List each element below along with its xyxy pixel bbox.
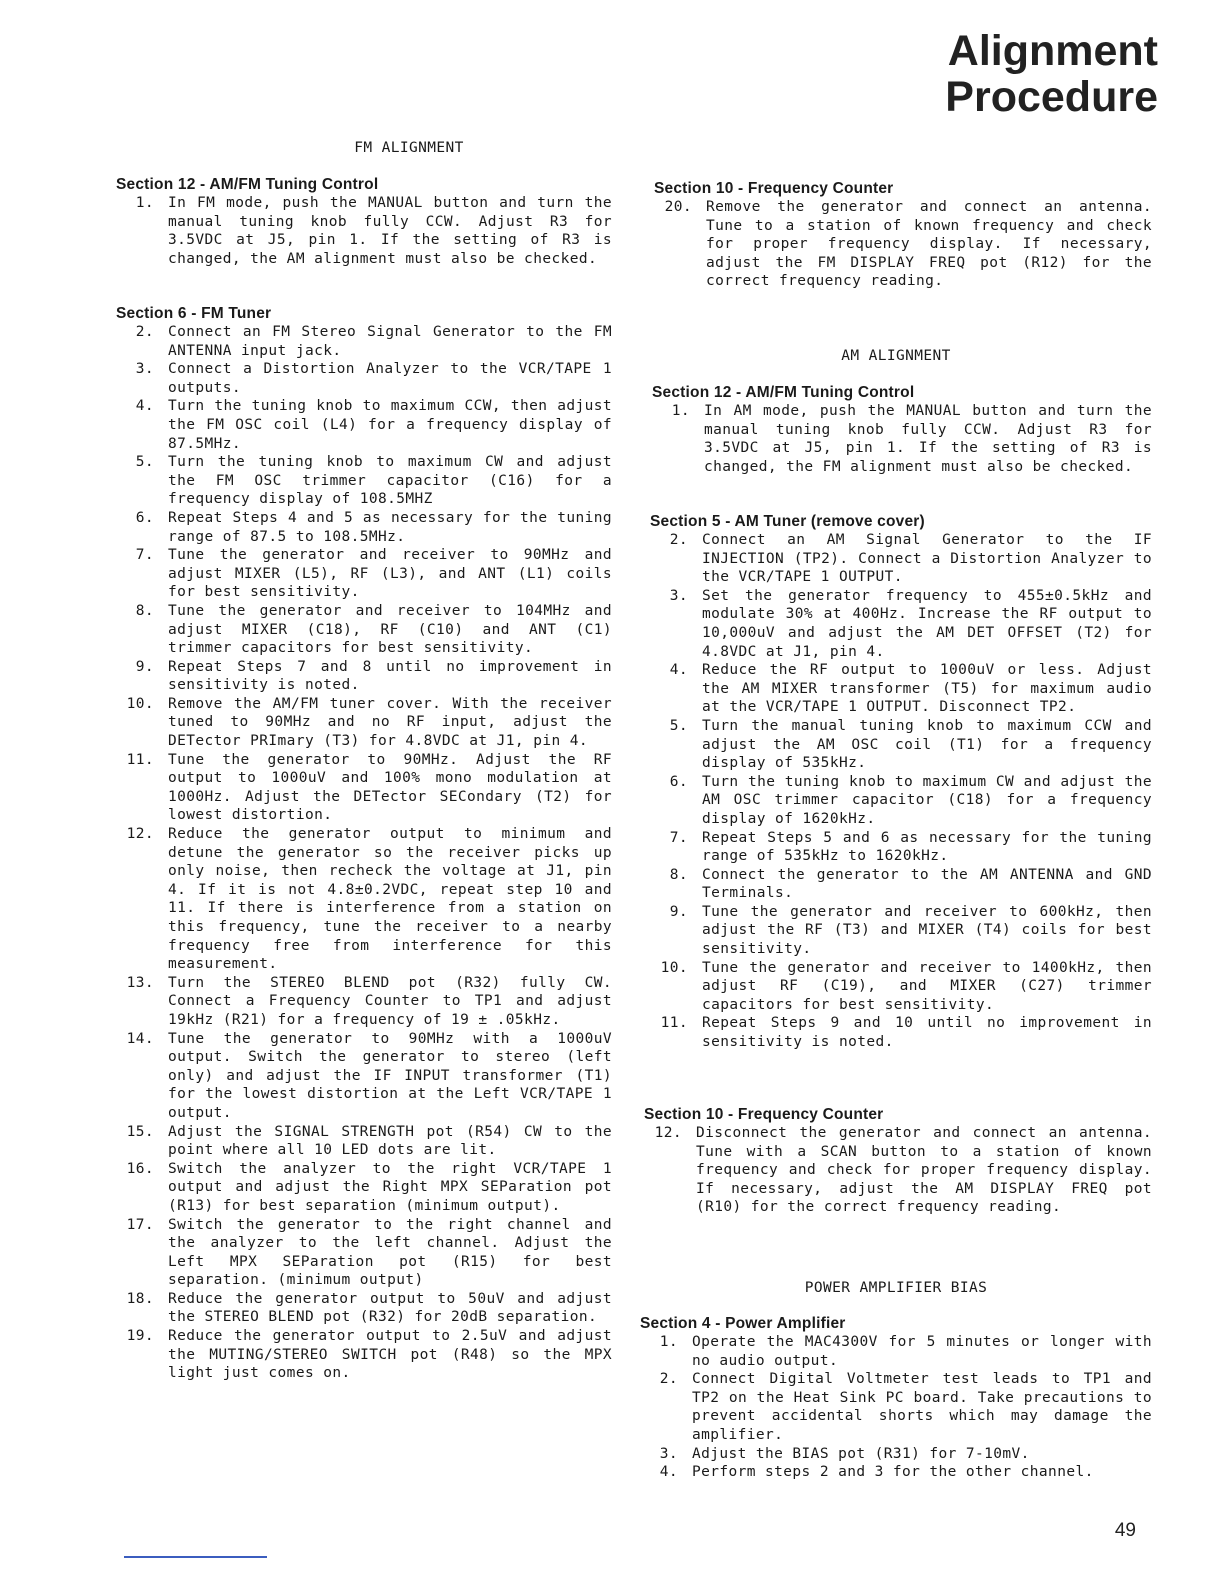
step-number: 12.	[654, 1125, 682, 1141]
fm-alignment-heading: FM ALIGNMENT	[354, 140, 464, 156]
step-list	[116, 194, 612, 268]
step-text: Turn the STEREO BLEND pot (R32) fully CW. Connect a Frequency Counter to TP1 and adjust 19kHz (R21) for a frequency of 19 ± .05kHz.	[168, 974, 612, 1028]
section-6-fm-tuner	[116, 305, 612, 1383]
section-title: Section 5 - AM Tuner (remove cover)	[650, 513, 925, 530]
step-item	[116, 546, 612, 602]
step-number: 16.	[126, 1160, 154, 1177]
step-item	[116, 751, 612, 825]
step-text: Perform steps 2 and 3 for the other channel.	[692, 1464, 1094, 1481]
step-number: 4.	[135, 398, 154, 415]
step-text: Tune the generator and receiver to 1400kHz, then adjust RF (C19), and MIXER (C27) trimmer capacitors for best sensitivity.	[702, 959, 1152, 1013]
step-number: 8.	[135, 602, 154, 619]
step-text: Reduce the generator output to 2.5uV and adjust the MUTING/STEREO SWITCH pot (R48) so the MPX light just comes on.	[168, 1328, 612, 1382]
step-item	[644, 1124, 1152, 1217]
step-item	[650, 773, 1152, 829]
power-amp-bias-heading: POWER AMPLIFIER BIAS	[804, 1280, 988, 1296]
step-item	[116, 1030, 612, 1123]
section-12-fm	[116, 176, 612, 268]
step-text: Reduce the generator output to minimum and detune the generator so the receiver picks up only noise, then recheck the voltage at J1, pin 4. If it is not 4.8±0.2VDC, repeat step 10 and 11. If there is interference from a station on this frequency, tune the receiver to a nearby frequency free from interference for this measurement.	[168, 826, 612, 973]
step-text: Tune the generator to 90MHz. Adjust the RF output to 1000uV and 100% mono modulation at 1000Hz. Adjust the DETector SECondary (T2) for lowest distortion.	[168, 751, 612, 824]
step-text: Connect the generator to the AM ANTENNA and GND Terminals.	[702, 866, 1152, 902]
step-item	[640, 1463, 1152, 1482]
step-text: Remove the AM/FM tuner cover. With the receiver tuned to 90MHz and no RF input, adjust the DETector PRImary (T3) for 4.8VDC at J1, pin 4.	[168, 695, 612, 750]
step-text: Operate the MAC4300V for 5 minutes or longer with no audio output.	[692, 1334, 1152, 1369]
step-number: 18.	[126, 1290, 154, 1307]
step-number: 10.	[660, 959, 688, 976]
step-list	[654, 198, 1152, 291]
step-list	[650, 531, 1152, 1052]
step-list	[116, 323, 612, 1383]
step-text: Connect an AM Signal Generator to the IF INJECTION (TP2). Connect a Distortion Analyzer to the VCR/TAPE 1 OUTPUT.	[702, 532, 1152, 586]
step-item	[116, 360, 612, 397]
step-item	[650, 661, 1152, 717]
step-item	[650, 587, 1152, 661]
section-10-am-counter	[644, 1106, 1152, 1217]
step-text: Tune the generator and receiver to 600kHz, then adjust the RF (T3) and MIXER (T4) coils for best sensitivity.	[702, 903, 1152, 958]
section-title: Section 6 - FM Tuner	[116, 305, 272, 322]
step-text: In AM mode, push the MANUAL button and turn the manual tuning knob fully CCW. Adjust R3 for 3.5VDC at J5, pin 1. If the setting of R3 is changed, the FM alignment must also be checked.	[704, 403, 1152, 475]
step-number: 6.	[135, 509, 154, 526]
step-text: Tune the generator and receiver to 104MHz and adjust MIXER (C18), RF (C10) and ANT (C1) trimmer capacitors for best sensitivity.	[168, 602, 612, 657]
step-number: 5.	[135, 454, 154, 471]
step-text: Adjust the BIAS pot (R31) for 7-10mV.	[692, 1445, 1030, 1462]
step-text: Turn the tuning knob to maximum CW and adjust the FM OSC trimmer capacitor (C16) for a frequency display of 108.5MHZ	[168, 454, 612, 508]
step-text: Switch the analyzer to the right VCR/TAPE 1 output and adjust the Right MPX SEParation pot (R13) for best separation (minimum output).	[168, 1160, 612, 1214]
section-4-power-amp	[640, 1315, 1152, 1482]
step-number: 13.	[126, 974, 154, 991]
step-number: 4.	[659, 1464, 678, 1481]
step-text: Turn the tuning knob to maximum CW and adjust the AM OSC trimmer capacitor (C18) for a frequency display of 1620kHz.	[702, 773, 1152, 827]
section-5-am-tuner	[650, 513, 1152, 1052]
step-number: 1.	[671, 403, 690, 419]
step-text: Repeat Steps 4 and 5 as necessary for the tuning range of 87.5 to 108.5MHz.	[168, 509, 612, 545]
step-item	[116, 695, 612, 751]
step-item	[116, 397, 612, 453]
section-12-am	[652, 384, 1152, 476]
step-number: 10.	[126, 695, 154, 712]
step-item	[116, 1160, 612, 1216]
step-item	[116, 602, 612, 658]
step-item	[116, 453, 612, 509]
step-text: Repeat Steps 9 and 10 until no improvement in sensitivity is noted.	[702, 1015, 1152, 1051]
step-item	[116, 1290, 612, 1327]
step-text: Connect an FM Stereo Signal Generator to the FM ANTENNA input jack.	[168, 324, 612, 359]
step-text: Tune the generator and receiver to 90MHz and adjust MIXER (L5), RF (L3), and ANT (L1) coils for best sensitivity.	[168, 547, 612, 601]
step-item	[650, 866, 1152, 903]
step-item	[116, 194, 612, 268]
step-item	[116, 323, 612, 360]
step-item	[116, 1216, 612, 1290]
step-item	[116, 974, 612, 1030]
section-title: Section 4 - Power Amplifier	[640, 1315, 846, 1332]
step-number: 14.	[126, 1030, 154, 1047]
page-number: 49	[1114, 1520, 1136, 1541]
step-item	[650, 829, 1152, 866]
step-list	[640, 1333, 1152, 1482]
step-number: 12.	[126, 826, 154, 843]
step-text: Turn the tuning knob to maximum CCW, then adjust the FM OSC coil (L4) for a frequency display of 87.5MHz.	[168, 398, 612, 452]
step-item	[640, 1370, 1152, 1444]
step-item	[650, 1014, 1152, 1051]
step-text: Connect Digital Voltmeter test leads to TP1 and TP2 on the Heat Sink PC board. Take precautions to prevent accidental shorts which may damage the amplifier.	[692, 1371, 1152, 1443]
step-number: 17.	[126, 1216, 154, 1233]
page-title-line1: Alignment	[947, 27, 1158, 75]
step-item	[640, 1333, 1152, 1370]
step-text: Disconnect the generator and connect an antenna. Tune with a SCAN button to a station of known frequency and check for proper frequency display. If necessary, adjust the AM DISPLAY FREQ pot (R10) for the correct frequency reading.	[696, 1125, 1152, 1216]
step-item	[650, 959, 1152, 1015]
step-list	[644, 1124, 1152, 1217]
step-item	[652, 402, 1152, 476]
step-number: 5.	[669, 717, 688, 734]
step-number: 6.	[669, 773, 688, 790]
step-item	[650, 717, 1152, 773]
step-list	[652, 402, 1152, 476]
step-number: 1.	[135, 195, 154, 211]
section-title: Section 12 - AM/FM Tuning Control	[116, 176, 379, 193]
step-number: 11.	[126, 751, 154, 768]
section-title: Section 10 - Frequency Counter	[644, 1106, 884, 1123]
step-number: 7.	[135, 547, 154, 564]
page-title-line2: Procedure	[945, 73, 1158, 121]
step-number: 15.	[126, 1123, 154, 1140]
section-title: Section 10 - Frequency Counter	[654, 180, 894, 197]
step-number: 2.	[669, 532, 688, 548]
step-number: 9.	[135, 658, 154, 675]
step-number: 2.	[135, 324, 154, 340]
step-number: 1.	[659, 1334, 678, 1350]
page-title	[945, 28, 1158, 120]
step-text: Tune the generator to 90MHz with a 1000uV output. Switch the generator to stereo (left only) and adjust the IF INPUT transformer (T1) for the lowest distortion at the Left VCR/TAPE 1 output.	[168, 1030, 612, 1121]
step-item	[116, 658, 612, 695]
step-text: Turn the manual tuning knob to maximum CCW and adjust the AM OSC coil (T1) for a frequency display of 535kHz.	[702, 717, 1152, 772]
step-item	[654, 198, 1152, 291]
step-number: 2.	[659, 1371, 678, 1388]
step-number: 3.	[659, 1445, 678, 1462]
section-title: Section 12 - AM/FM Tuning Control	[652, 384, 915, 401]
step-text: In FM mode, push the MANUAL button and turn the manual tuning knob fully CCW. Adjust R3 for 3.5VDC at J5, pin 1. If the setting of R3 is changed, the AM alignment must also be checked.	[168, 195, 612, 267]
step-text: Repeat Steps 5 and 6 as necessary for the tuning range of 535kHz to 1620kHz.	[702, 829, 1152, 865]
step-text: Adjust the SIGNAL STRENGTH pot (R54) CW to the point where all 10 LED dots are lit.	[168, 1123, 612, 1159]
step-text: Reduce the RF output to 1000uV or less. Adjust the AM MIXER transformer (T5) for maximum audio at the VCR/TAPE 1 OUTPUT. Disconnect TP2.	[702, 662, 1152, 716]
step-text: Reduce the generator output to 50uV and adjust the STEREO BLEND pot (R32) for 20dB separation.	[168, 1290, 612, 1326]
section-10-fm-counter	[654, 180, 1152, 291]
step-number: 19.	[126, 1328, 154, 1345]
step-number: 4.	[669, 662, 688, 679]
step-text: Set the generator frequency to 455±0.5kHz and modulate 30% at 400Hz. Increase the RF output to 10,000uV and adjust the AM DET OFFSET (T2) for 4.8VDC at J1, pin 4.	[702, 587, 1152, 660]
step-item	[650, 903, 1152, 959]
step-number: 3.	[669, 587, 688, 604]
step-text: Switch the generator to the right channel and the analyzer to the left channel. Adjust the Left MPX SEParation pot (R15) for best separation. (minimum output)	[168, 1216, 612, 1289]
footer-rule	[124, 1556, 267, 1558]
step-number: 20.	[664, 199, 692, 215]
step-number: 11.	[660, 1015, 688, 1032]
step-number: 8.	[669, 866, 688, 883]
step-text: Repeat Steps 7 and 8 until no improvement in sensitivity is noted.	[168, 658, 612, 694]
step-item	[116, 509, 612, 546]
step-text: Connect a Distortion Analyzer to the VCR/TAPE 1 outputs.	[168, 361, 612, 396]
step-item	[116, 1123, 612, 1160]
step-item	[116, 825, 612, 974]
am-alignment-heading: AM ALIGNMENT	[841, 348, 951, 364]
step-text: Remove the generator and connect an antenna. Tune to a station of known frequency and check for proper frequency display. If necessary, adjust the FM DISPLAY FREQ pot (R12) for the correct frequency reading.	[706, 199, 1152, 290]
step-item	[650, 531, 1152, 587]
step-item	[640, 1445, 1152, 1464]
step-number: 3.	[135, 361, 154, 378]
step-number: 9.	[669, 903, 688, 920]
step-number: 7.	[669, 829, 688, 846]
step-item	[116, 1327, 612, 1383]
